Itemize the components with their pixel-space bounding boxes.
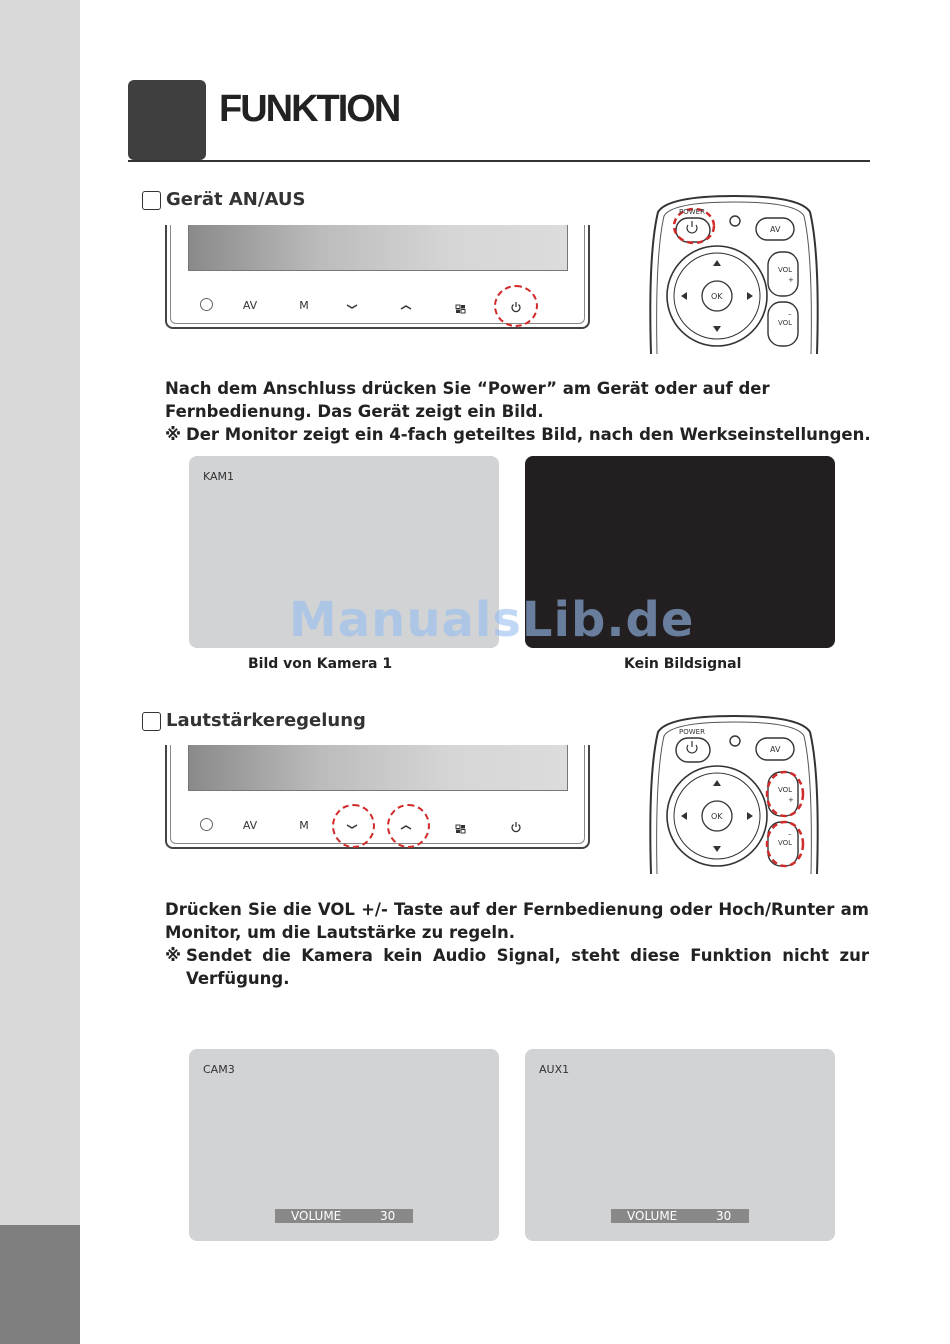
page-sidebar-tab	[0, 1225, 80, 1344]
highlight-down-button	[332, 804, 375, 848]
remote-plus-label: +	[788, 796, 794, 804]
volume-instruction-line1: Drücken Sie die VOL +/- Taste auf der Fernbedienung oder Hoch/Runter am	[165, 900, 869, 919]
caption-camera-1: Bild von Kamera 1	[248, 656, 393, 672]
section-volume-title: Lautstärkeregelung	[166, 710, 366, 731]
volume-value: 30	[716, 1209, 732, 1223]
monitor-up-button[interactable]	[399, 297, 413, 316]
split-screen-icon	[455, 824, 466, 834]
volume-note-line2: Verfügung.	[186, 969, 290, 988]
remote-vol-down-label[interactable]: VOL	[778, 319, 793, 327]
monitor-split-button[interactable]	[455, 819, 466, 838]
remote-power-label: POWER	[679, 728, 705, 736]
monitor-illustration	[165, 745, 590, 849]
watermark: ManualsLib.de	[289, 592, 695, 648]
monitor-av-button[interactable]: AV	[242, 819, 258, 832]
caption-no-signal: Kein Bildsignal	[624, 656, 742, 672]
chevron-down-icon	[345, 302, 359, 312]
power-led-icon	[200, 298, 213, 311]
remote-ok-button[interactable]: OK	[711, 292, 723, 301]
volume-instruction-line2: Monitor, um die Lautstärke zu regeln.	[165, 923, 516, 942]
remote-minus-label: –	[788, 830, 792, 838]
volume-label: VOLUME	[627, 1209, 678, 1223]
page-title: FUNKTION	[219, 88, 400, 130]
volume-osd	[275, 1209, 413, 1223]
highlight-power-button	[494, 285, 538, 327]
power-note: Der Monitor zeigt ein 4-fach geteiltes Bild, nach den Werkseinstellungen.	[186, 425, 871, 444]
remote-power-label: POWER	[679, 208, 705, 216]
power-led-icon	[200, 818, 213, 831]
remote-vol-up-label[interactable]: VOL	[778, 786, 793, 794]
section-power-checkbox	[142, 191, 161, 210]
volume-osd	[611, 1209, 749, 1223]
monitor-av-button[interactable]: AV	[242, 299, 258, 312]
volume-value: 30	[380, 1209, 396, 1223]
split-screen-icon	[455, 304, 466, 314]
monitor-menu-button[interactable]: M	[299, 299, 309, 312]
monitor-down-button[interactable]	[345, 297, 359, 316]
aux-label: AUX1	[539, 1063, 570, 1076]
monitor-screen	[188, 745, 568, 791]
monitor-power-button[interactable]	[510, 818, 522, 837]
volume-note-mark: ※	[165, 946, 182, 965]
monitor-split-button[interactable]	[455, 299, 466, 318]
page-sidebar	[0, 0, 80, 1344]
remote-av-button[interactable]: AV	[770, 225, 781, 234]
remote-av-button[interactable]: AV	[770, 745, 781, 754]
remote-control-illustration	[648, 714, 820, 876]
monitor-menu-button[interactable]: M	[299, 819, 309, 832]
chevron-up-icon	[399, 302, 413, 312]
remote-control-illustration	[648, 194, 820, 356]
power-icon	[510, 821, 522, 833]
title-block	[128, 80, 206, 160]
camera-3-screen	[189, 1049, 499, 1241]
monitor-illustration	[165, 225, 590, 329]
remote-vol-down-label[interactable]: VOL	[778, 839, 793, 847]
remote-plus-label: +	[788, 276, 794, 284]
power-note-mark: ※	[165, 425, 182, 444]
volume-note-line1: Sendet die Kamera kein Audio Signal, steht diese Funktion nicht zur	[186, 946, 869, 965]
power-instruction-line2: Fernbedienung. Das Gerät zeigt ein Bild.	[165, 402, 544, 421]
remote-ok-button[interactable]: OK	[711, 812, 723, 821]
camera-label: KAM1	[203, 470, 235, 483]
power-instruction-line1: Nach dem Anschluss drücken Sie “Power” am Gerät oder auf der	[165, 379, 770, 398]
highlight-up-button	[387, 804, 430, 848]
remote-minus-label: –	[788, 310, 792, 318]
section-volume-checkbox	[142, 712, 161, 731]
remote-vol-up-label[interactable]: VOL	[778, 266, 793, 274]
section-power-title: Gerät AN/AUS	[166, 189, 306, 210]
camera-label: CAM3	[203, 1063, 235, 1076]
title-divider	[128, 160, 870, 162]
volume-label: VOLUME	[291, 1209, 342, 1223]
aux-1-screen	[525, 1049, 835, 1241]
monitor-screen	[188, 225, 568, 271]
